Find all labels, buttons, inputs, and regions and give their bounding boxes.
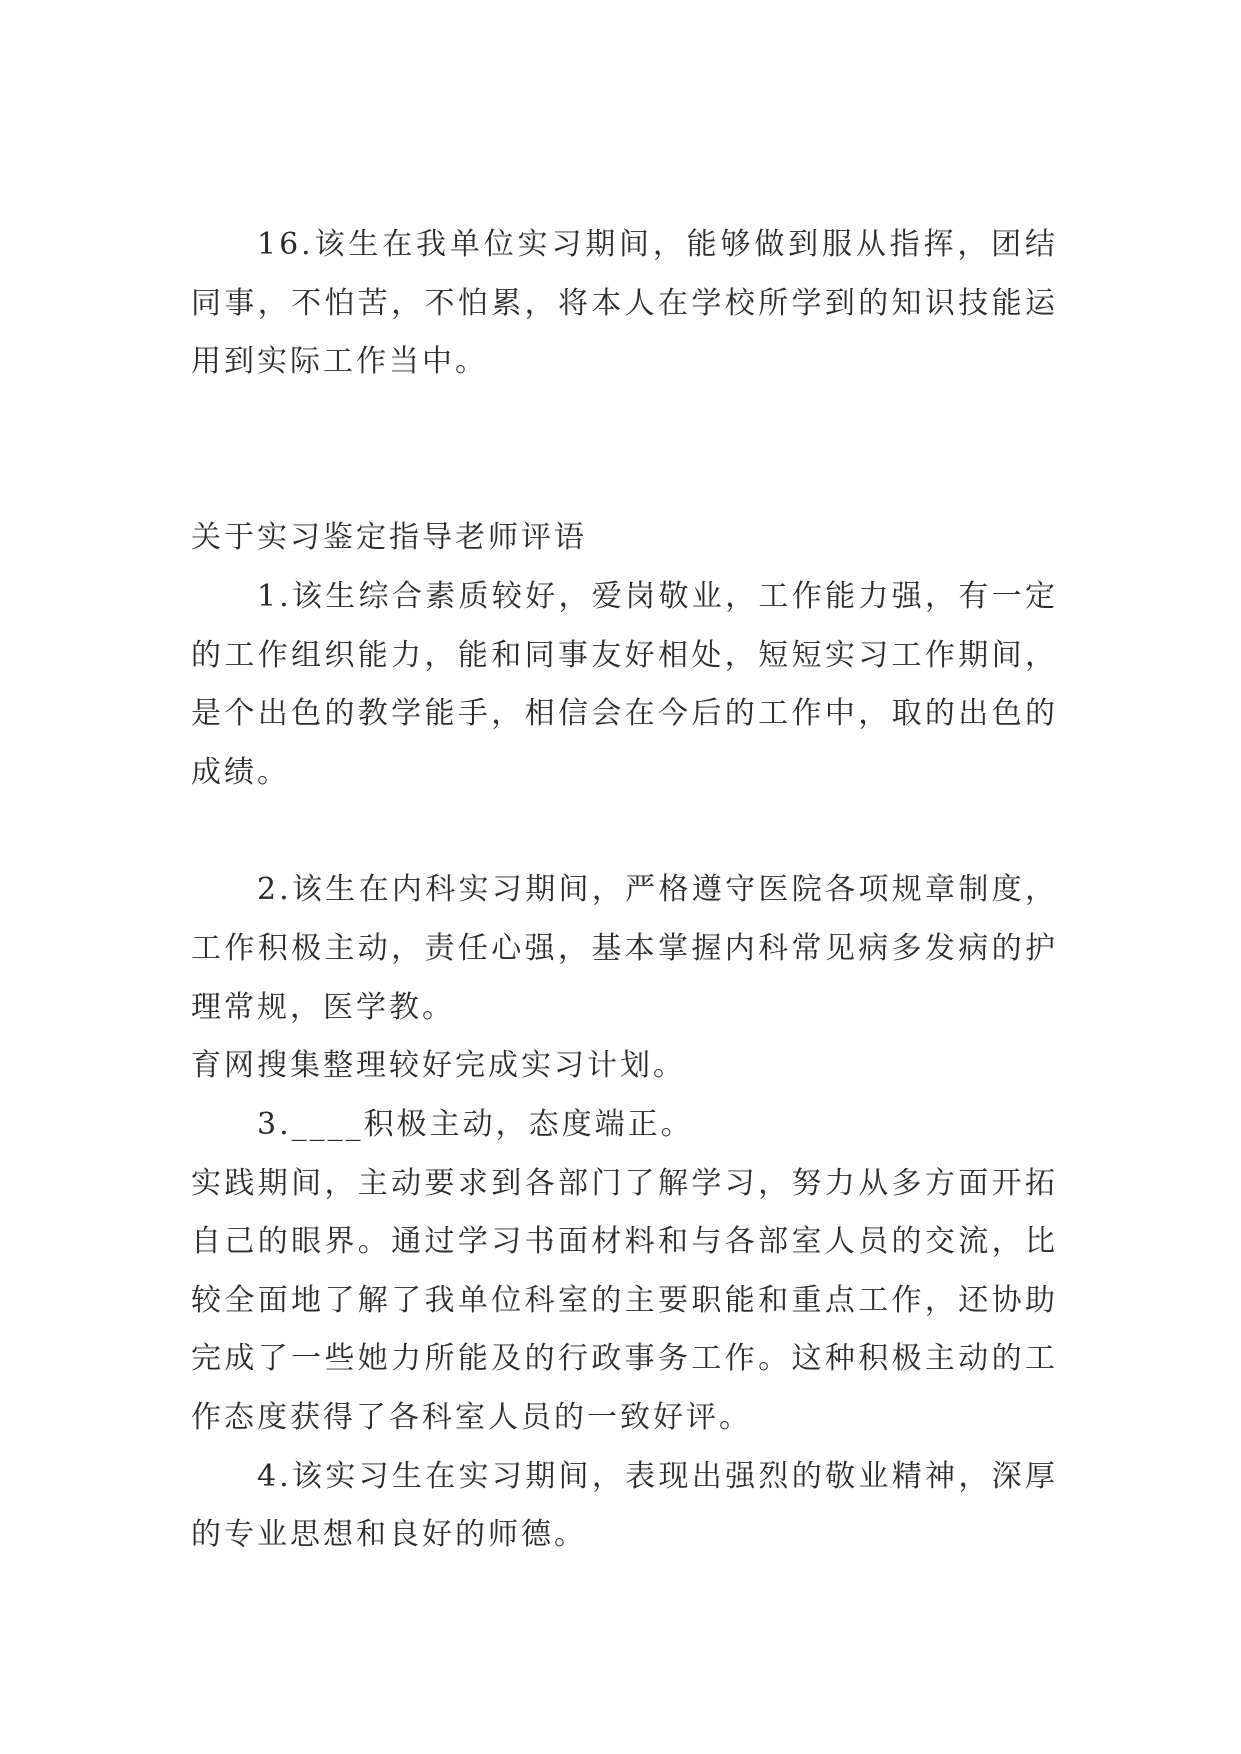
paragraph-line: 2.该生在内科实习期间，严格遵守医院各项规章制度， [257,872,1058,908]
paragraph-comment-16 [191,216,1058,392]
paragraph-comment-3-title [191,1096,1058,1155]
paragraph-line: 3.____积极主动，态度端正。 [257,1106,694,1142]
document-body [191,216,1058,1565]
blank-line [191,451,1058,510]
blank-line [191,803,1058,862]
paragraph-line: 的工作组织能力，能和同事友好相处，短短实习工作期间， [191,637,1058,673]
paragraph-comment-2-continuation [191,1037,1058,1096]
paragraph-line: 作态度获得了各科室人员的一致好评。 [191,1400,752,1436]
paragraph-line: 完成了一些她力所能及的行政事务工作。这种积极主动的工 [191,1341,1058,1377]
paragraph-line: 1.该生综合素质较好，爱岗敬业，工作能力强，有一定 [257,578,1058,614]
paragraph-line: 4.该实习生在实习期间，表现出强烈的敬业精神，深厚 [257,1458,1058,1494]
paragraph-line: 育网搜集整理较好完成实习计划。 [191,1048,686,1084]
paragraph-line: 用到实际工作当中。 [191,344,488,380]
paragraph-line: 实践期间，主动要求到各部门了解学习，努力从多方面开拓 [191,1165,1058,1201]
paragraph-comment-4 [191,1448,1058,1565]
paragraph-line: 同事，不怕苦，不怕累，将本人在学校所学到的知识技能运 [191,285,1058,321]
paragraph-line: 理常规，医学教。 [191,989,455,1025]
paragraph-comment-2 [191,861,1058,1037]
paragraph-comment-1 [191,568,1058,803]
paragraph-line: 成绩。 [191,754,290,790]
paragraph-line: 自己的眼界。通过学习书面材料和与各部室人员的交流，比 [191,1224,1058,1260]
blank-line [191,392,1058,451]
paragraph-comment-3-body [191,1155,1058,1448]
paragraph-line: 工作积极主动，责任心强，基本掌握内科常见病多发病的护 [191,930,1058,966]
paragraph-line: 是个出色的教学能手，相信会在今后的工作中，取的出色的 [191,696,1058,732]
paragraph-line: 较全面地了解了我单位科室的主要职能和重点工作，还协助 [191,1282,1058,1318]
section-heading: 关于实习鉴定指导老师评语 [191,520,587,556]
paragraph-line: 16.该生在我单位实习期间，能够做到服从指挥，团结 [257,227,1058,262]
paragraph-line: 的专业思想和良好的师德。 [191,1517,587,1553]
